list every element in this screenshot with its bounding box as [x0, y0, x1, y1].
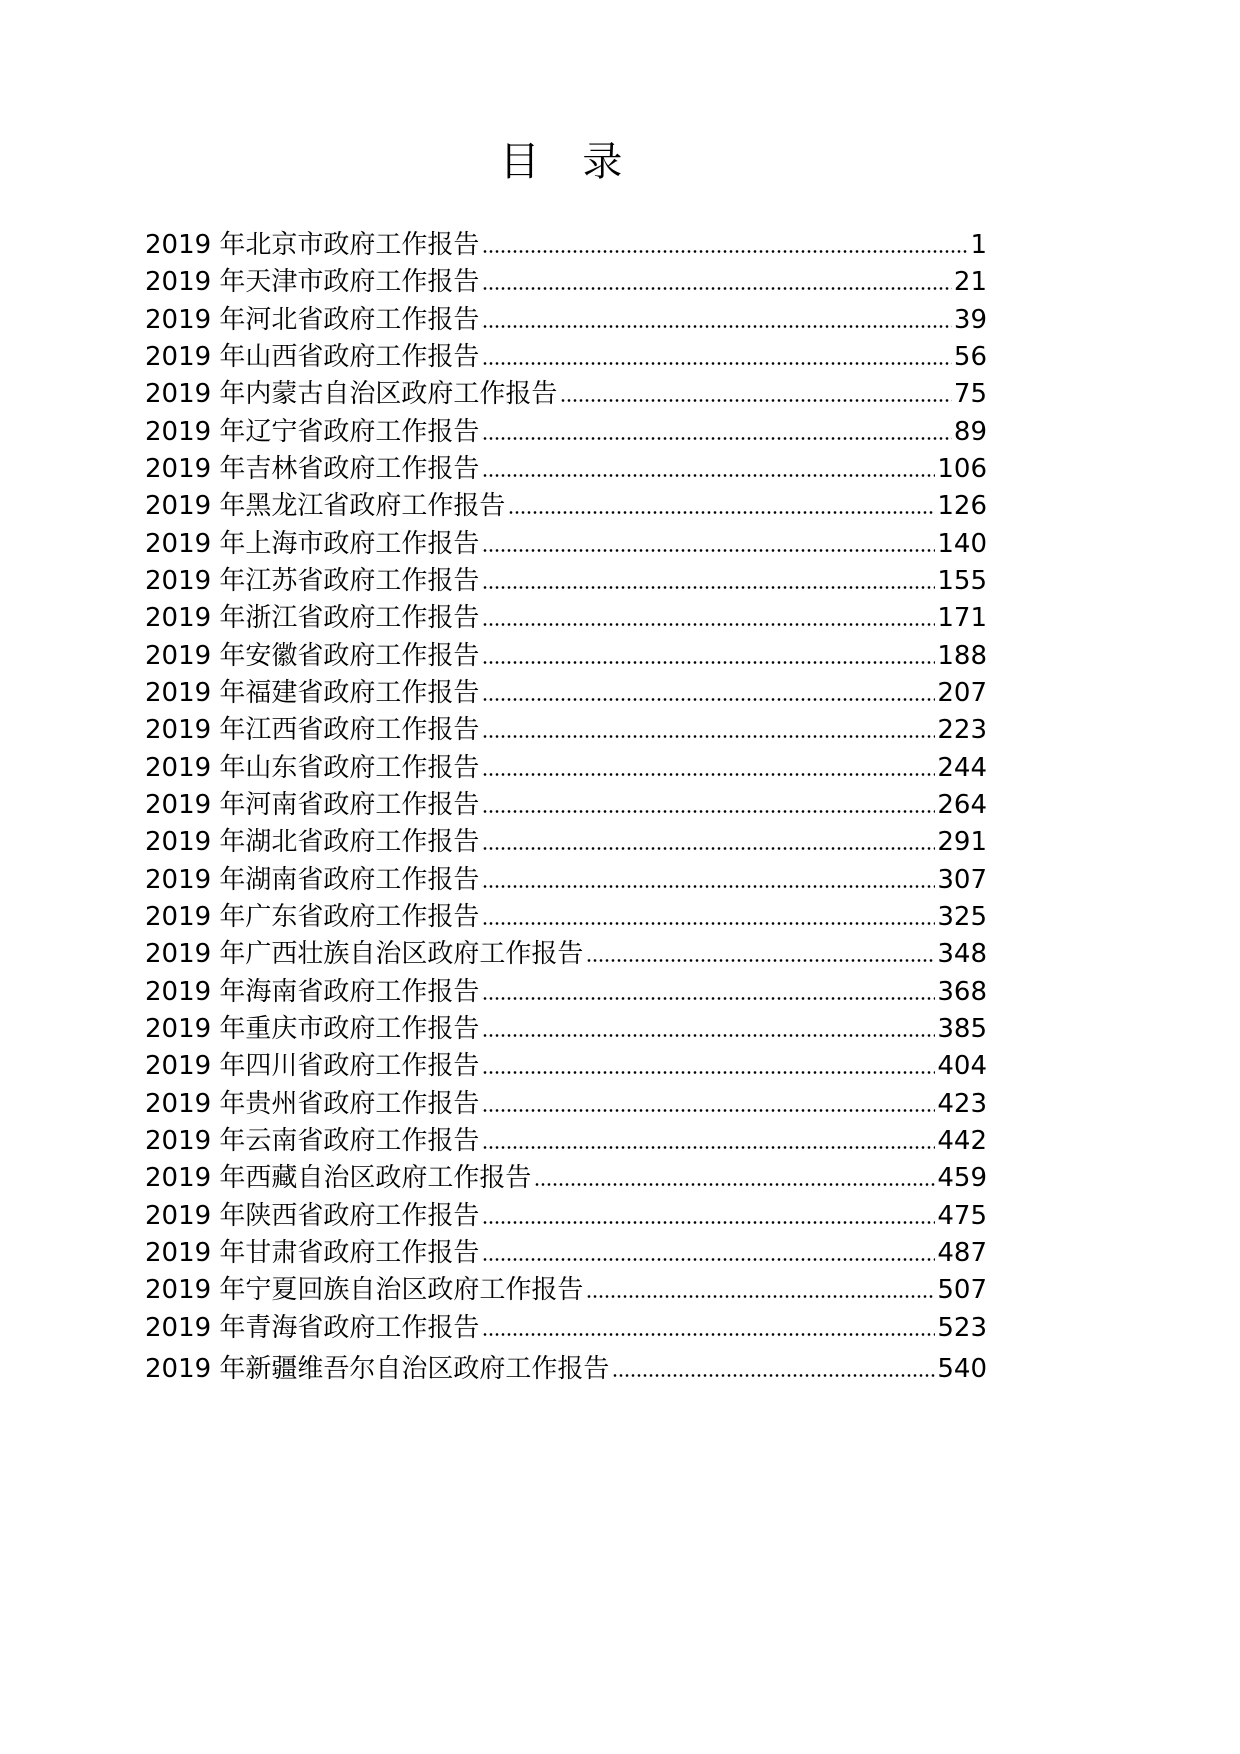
toc-leader-dots — [482, 885, 935, 888]
toc-entry — [145, 376, 987, 413]
toc-entry — [145, 302, 987, 339]
toc-entry — [145, 974, 987, 1011]
toc-entry-title: 2019 年北京市政府工作报告 — [145, 230, 480, 260]
toc-entry-page-number: 171 — [937, 603, 987, 634]
toc-leader-dots — [482, 1258, 935, 1261]
toc-entry — [145, 1160, 987, 1197]
toc-entry — [145, 1272, 987, 1309]
toc-leader-dots — [482, 997, 935, 1000]
toc-entry — [145, 1235, 987, 1272]
toc-leader-dots — [482, 1034, 935, 1037]
toc-entry-title: 2019 年宁夏回族自治区政府工作报告 — [145, 1275, 584, 1306]
toc-entry — [145, 787, 987, 824]
toc-list — [145, 227, 987, 1388]
toc-entry-page-number: 404 — [937, 1051, 987, 1082]
toc-leader-dots — [586, 959, 935, 962]
toc-entry — [145, 824, 987, 861]
toc-entry-title: 2019 年吉林省政府工作报告 — [145, 453, 480, 484]
toc-entry-title: 2019 年天津市政府工作报告 — [145, 267, 480, 298]
toc-leader-dots — [482, 1071, 935, 1074]
toc-entry-page-number: 106 — [937, 453, 987, 484]
toc-entry-title: 2019 年新疆维吾尔自治区政府工作报告 — [145, 1353, 610, 1384]
toc-entry-page-number: 487 — [937, 1237, 987, 1268]
toc-entry-page-number: 442 — [937, 1125, 987, 1156]
toc-entry-title: 2019 年广东省政府工作报告 — [145, 901, 480, 932]
toc-entry-title: 2019 年西藏自治区政府工作报告 — [145, 1163, 532, 1194]
toc-entry-page-number: 264 — [937, 789, 987, 820]
toc-leader-dots — [560, 399, 951, 402]
toc-leader-dots — [482, 1333, 935, 1336]
toc-leader-dots — [482, 773, 935, 776]
toc-leader-dots — [482, 847, 935, 850]
toc-leader-dots — [482, 325, 951, 328]
toc-entry-title: 2019 年山东省政府工作报告 — [145, 752, 480, 783]
toc-entry-page-number: 368 — [937, 976, 987, 1007]
toc-heading: 目 录 — [499, 139, 623, 185]
toc-entry-title: 2019 年山西省政府工作报告 — [145, 341, 480, 372]
toc-leader-dots — [482, 474, 935, 477]
toc-entry-title: 2019 年江西省政府工作报告 — [145, 715, 480, 746]
toc-entry-page-number: 459 — [937, 1163, 987, 1194]
toc-entry-page-number: 1 — [970, 230, 987, 260]
toc-entry-title: 2019 年辽宁省政府工作报告 — [145, 416, 480, 447]
toc-entry-page-number: 39 — [953, 304, 987, 335]
toc-entry-page-number: 507 — [937, 1275, 987, 1306]
toc-entry-title: 2019 年湖北省政府工作报告 — [145, 827, 480, 858]
toc-leader-dots — [482, 698, 935, 701]
toc-entry-page-number: 291 — [937, 827, 987, 858]
toc-entry — [145, 526, 987, 563]
toc-entry — [145, 1086, 987, 1123]
toc-entry-title: 2019 年甘肃省政府工作报告 — [145, 1237, 480, 1268]
toc-entry-title: 2019 年上海市政府工作报告 — [145, 528, 480, 559]
toc-leader-dots — [482, 549, 935, 552]
toc-entry — [145, 1048, 987, 1085]
toc-entry-page-number: 423 — [937, 1088, 987, 1119]
toc-entry — [145, 638, 987, 675]
toc-entry-title: 2019 年广西壮族自治区政府工作报告 — [145, 939, 584, 970]
toc-entry-page-number: 244 — [937, 752, 987, 783]
toc-entry — [145, 563, 987, 600]
toc-entry — [145, 1310, 987, 1347]
toc-entry-page-number: 385 — [937, 1013, 987, 1044]
toc-leader-dots — [482, 661, 935, 664]
toc-entry — [145, 1123, 987, 1160]
toc-leader-dots — [534, 1183, 935, 1186]
toc-entry — [145, 339, 987, 376]
toc-entry-title: 2019 年福建省政府工作报告 — [145, 677, 480, 708]
toc-entry — [145, 264, 987, 301]
toc-entry-page-number: 475 — [937, 1200, 987, 1231]
toc-entry — [145, 1198, 987, 1235]
toc-entry-title: 2019 年黑龙江省政府工作报告 — [145, 491, 506, 522]
toc-entry-page-number: 89 — [953, 416, 987, 447]
toc-entry — [145, 414, 987, 451]
toc-entry-page-number: 540 — [937, 1353, 987, 1384]
toc-entry-title: 2019 年海南省政府工作报告 — [145, 976, 480, 1007]
toc-entry — [145, 750, 987, 787]
toc-entry — [145, 862, 987, 899]
toc-leader-dots — [482, 922, 935, 925]
toc-leader-dots — [482, 1221, 935, 1224]
toc-entry-page-number: 523 — [937, 1312, 987, 1343]
toc-entry-title: 2019 年河北省政府工作报告 — [145, 304, 480, 335]
toc-entry-title: 2019 年河南省政府工作报告 — [145, 789, 480, 820]
toc-entry-title: 2019 年重庆市政府工作报告 — [145, 1013, 480, 1044]
toc-leader-dots — [482, 362, 951, 365]
toc-leader-dots — [482, 1109, 935, 1112]
toc-entry — [145, 451, 987, 488]
toc-entry — [145, 488, 987, 525]
toc-entry-page-number: 56 — [953, 341, 987, 372]
toc-entry-page-number: 188 — [937, 640, 987, 671]
toc-entry-title: 2019 年贵州省政府工作报告 — [145, 1088, 480, 1119]
toc-leader-dots — [612, 1374, 935, 1377]
toc-entry-page-number: 223 — [937, 715, 987, 746]
toc-entry-page-number: 325 — [937, 901, 987, 932]
toc-entry-title: 2019 年四川省政府工作报告 — [145, 1051, 480, 1082]
toc-leader-dots — [482, 623, 935, 626]
toc-leader-dots — [482, 735, 935, 738]
toc-leader-dots — [508, 511, 935, 514]
toc-entry — [145, 1351, 987, 1388]
toc-leader-dots — [482, 250, 968, 253]
toc-entry — [145, 227, 987, 264]
toc-entry — [145, 1011, 987, 1048]
toc-entry-page-number: 21 — [953, 267, 987, 298]
toc-entry — [145, 675, 987, 712]
toc-entry-title: 2019 年云南省政府工作报告 — [145, 1125, 480, 1156]
toc-entry-title: 2019 年内蒙古自治区政府工作报告 — [145, 379, 558, 410]
toc-entry — [145, 600, 987, 637]
toc-entry-title: 2019 年江苏省政府工作报告 — [145, 565, 480, 596]
toc-entry-page-number: 155 — [937, 565, 987, 596]
toc-entry-title: 2019 年陕西省政府工作报告 — [145, 1200, 480, 1231]
toc-entry-title: 2019 年湖南省政府工作报告 — [145, 864, 480, 895]
toc-leader-dots — [586, 1295, 935, 1298]
toc-entry-page-number: 140 — [937, 528, 987, 559]
toc-entry-page-number: 307 — [937, 864, 987, 895]
toc-entry-page-number: 75 — [953, 379, 987, 410]
toc-entry-title: 2019 年青海省政府工作报告 — [145, 1312, 480, 1343]
toc-entry-title: 2019 年浙江省政府工作报告 — [145, 603, 480, 634]
toc-entry-page-number: 348 — [937, 939, 987, 970]
toc-entry-page-number: 207 — [937, 677, 987, 708]
toc-entry — [145, 712, 987, 749]
toc-entry-title: 2019 年安徽省政府工作报告 — [145, 640, 480, 671]
toc-leader-dots — [482, 586, 935, 589]
toc-entry — [145, 936, 987, 973]
toc-leader-dots — [482, 1146, 935, 1149]
toc-leader-dots — [482, 810, 935, 813]
toc-leader-dots — [482, 287, 951, 290]
toc-leader-dots — [482, 437, 951, 440]
toc-entry-page-number: 126 — [937, 491, 987, 522]
toc-entry — [145, 899, 987, 936]
